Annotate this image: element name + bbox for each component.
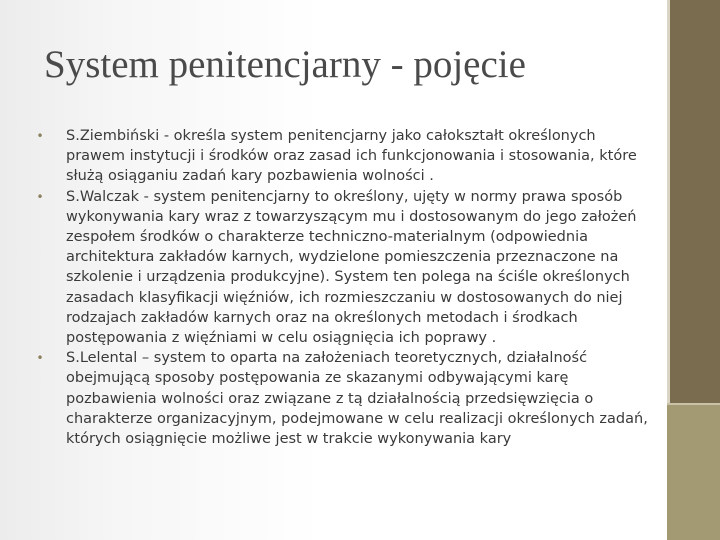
bullet-icon: • xyxy=(36,351,44,366)
bullet-list xyxy=(34,126,652,449)
side-accent-block xyxy=(667,405,720,540)
bullet-icon: • xyxy=(36,129,44,143)
bullet-text: S.Lelental – system to oparta na założeniach teoretycznych, działalność obejmującą sposoby postępowania ze skazanymi odbywającymi karę pozbawienia wolności oraz związane z tą działalnością przedsięwzięcia o charakterze organizacyjnym, podejmowane w celu realizacji określonych zadań, których osiągnięcie możliwe jest w trakcie wykonywania kary xyxy=(66,350,648,448)
bullet-item-walczak xyxy=(34,187,652,349)
bullet-item-lelental xyxy=(34,348,652,449)
bullet-text: S.Walczak - system penitencjarny to określony, ujęty w normy prawa sposób wykonywania kary wraz z towarzyszącym mu i dostosowanym do jego założeń zespołem środków o charakterze techniczno-materialnym (odpowiednia architektura zakładów karnych, wydzielone pomieszczenia przeznaczone na szkolenie i urządzenia produkcyjne). System ten polega na ściśle określonych zasadach klasyfikacji więźniów, ich rozmieszczaniu w dostosowanych do niej rodzajach zakładów karnych oraz na określonych metodach i środkach postępowania z więźniami w celu osiągnięcia ich poprawy . xyxy=(66,188,637,347)
bullet-item-ziembinski xyxy=(34,126,652,187)
bullet-text: S.Ziembiński - określa system penitencjarny jako całokształt określonych prawem instytucji i środków oraz zasad ich funkcjonowania i stosowania, które służą osiąganiu zadań kary pozbawienia wolności . xyxy=(66,128,637,185)
bullet-icon: • xyxy=(36,189,44,204)
slide-title: System penitencjarny - pojęcie xyxy=(44,43,526,86)
